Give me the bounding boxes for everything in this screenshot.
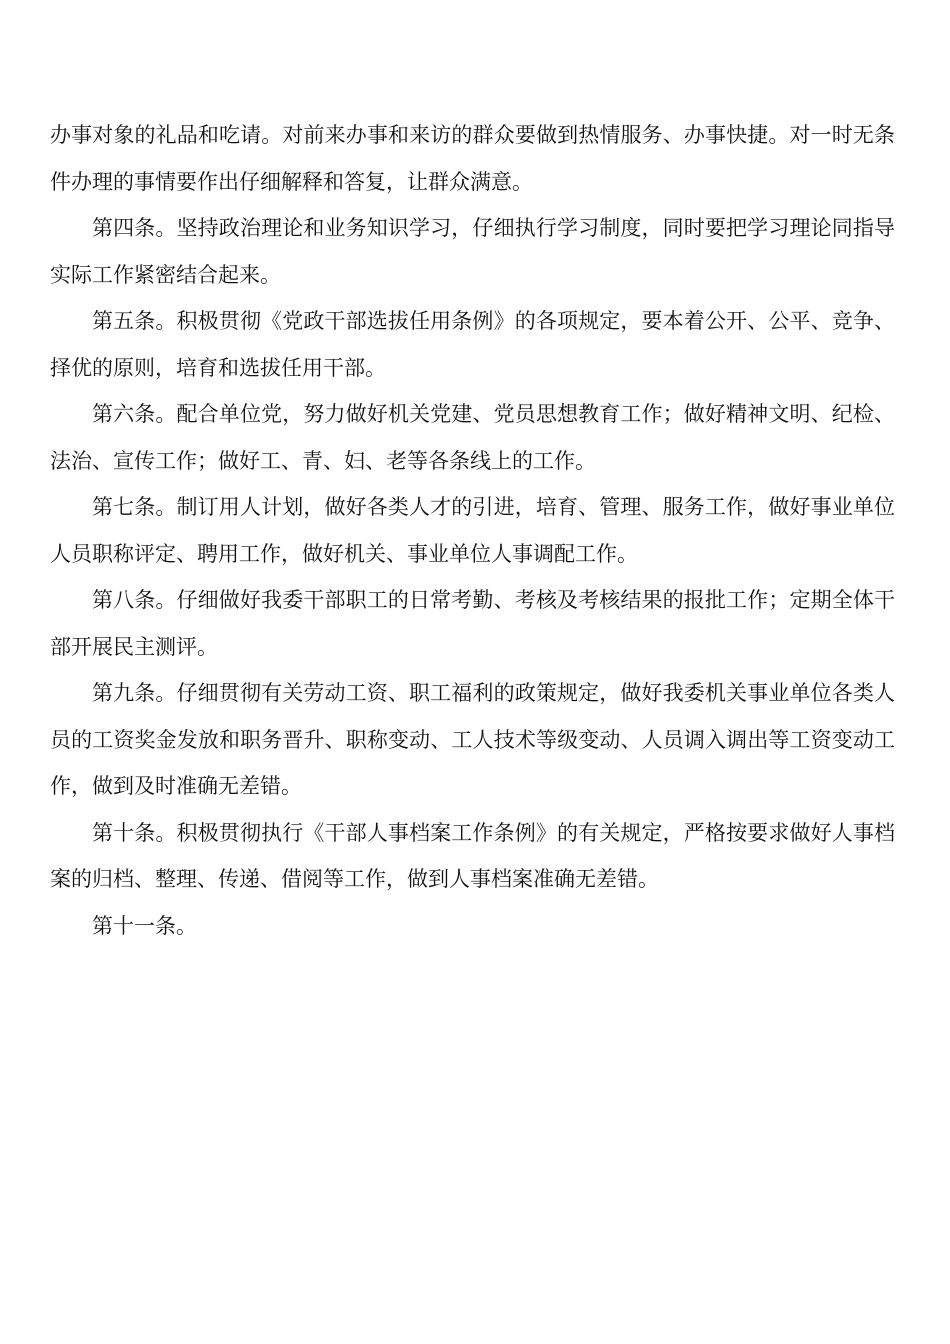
paragraph-continued: 办事对象的礼品和吃请。对前来办事和来访的群众要做到热情服务、办事快捷。对一时无条件办理的事情要作出仔细解释和答复，让群众满意。: [50, 123, 895, 194]
paragraph-article-10: 第十条。积极贯彻执行《干部人事档案工作条例》的有关规定，严格按要求做好人事档案的归档、整理、传递、借阅等工作，做到人事档案准确无差错。: [50, 820, 895, 891]
paragraph-article-11: 第十一条。: [92, 913, 197, 938]
paragraph-article-5: 第五条。积极贯彻《党政干部选拔任用条例》的各项规定，要本着公开、公平、竞争、择优的原则，培育和选拔任用干部。: [50, 309, 895, 380]
document-body: [50, 112, 895, 949]
paragraph-article-6: 第六条。配合单位党，努力做好机关党建、党员思想教育工作；做好精神文明、纪检、法治、宣传工作；做好工、青、妇、老等各条线上的工作。: [50, 402, 895, 473]
paragraph-article-4: 第四条。坚持政治理论和业务知识学习，仔细执行学习制度，同时要把学习理论同指导实际工作紧密结合起来。: [50, 216, 895, 287]
paragraph-article-8: 第八条。仔细做好我委干部职工的日常考勤、考核及考核结果的报批工作；定期全体干部开展民主测评。: [50, 588, 895, 659]
paragraph-article-7: 第七条。制订用人计划，做好各类人才的引进，培育、管理、服务工作，做好事业单位人员职称评定、聘用工作，做好机关、事业单位人事调配工作。: [50, 495, 895, 566]
paragraph-article-9: 第九条。仔细贯彻有关劳动工资、职工福利的政策规定，做好我委机关事业单位各类人员的工资奖金发放和职务晋升、职称变动、工人技术等级变动、人员调入调出等工资变动工作，做到及时准确无差错。: [50, 681, 895, 798]
